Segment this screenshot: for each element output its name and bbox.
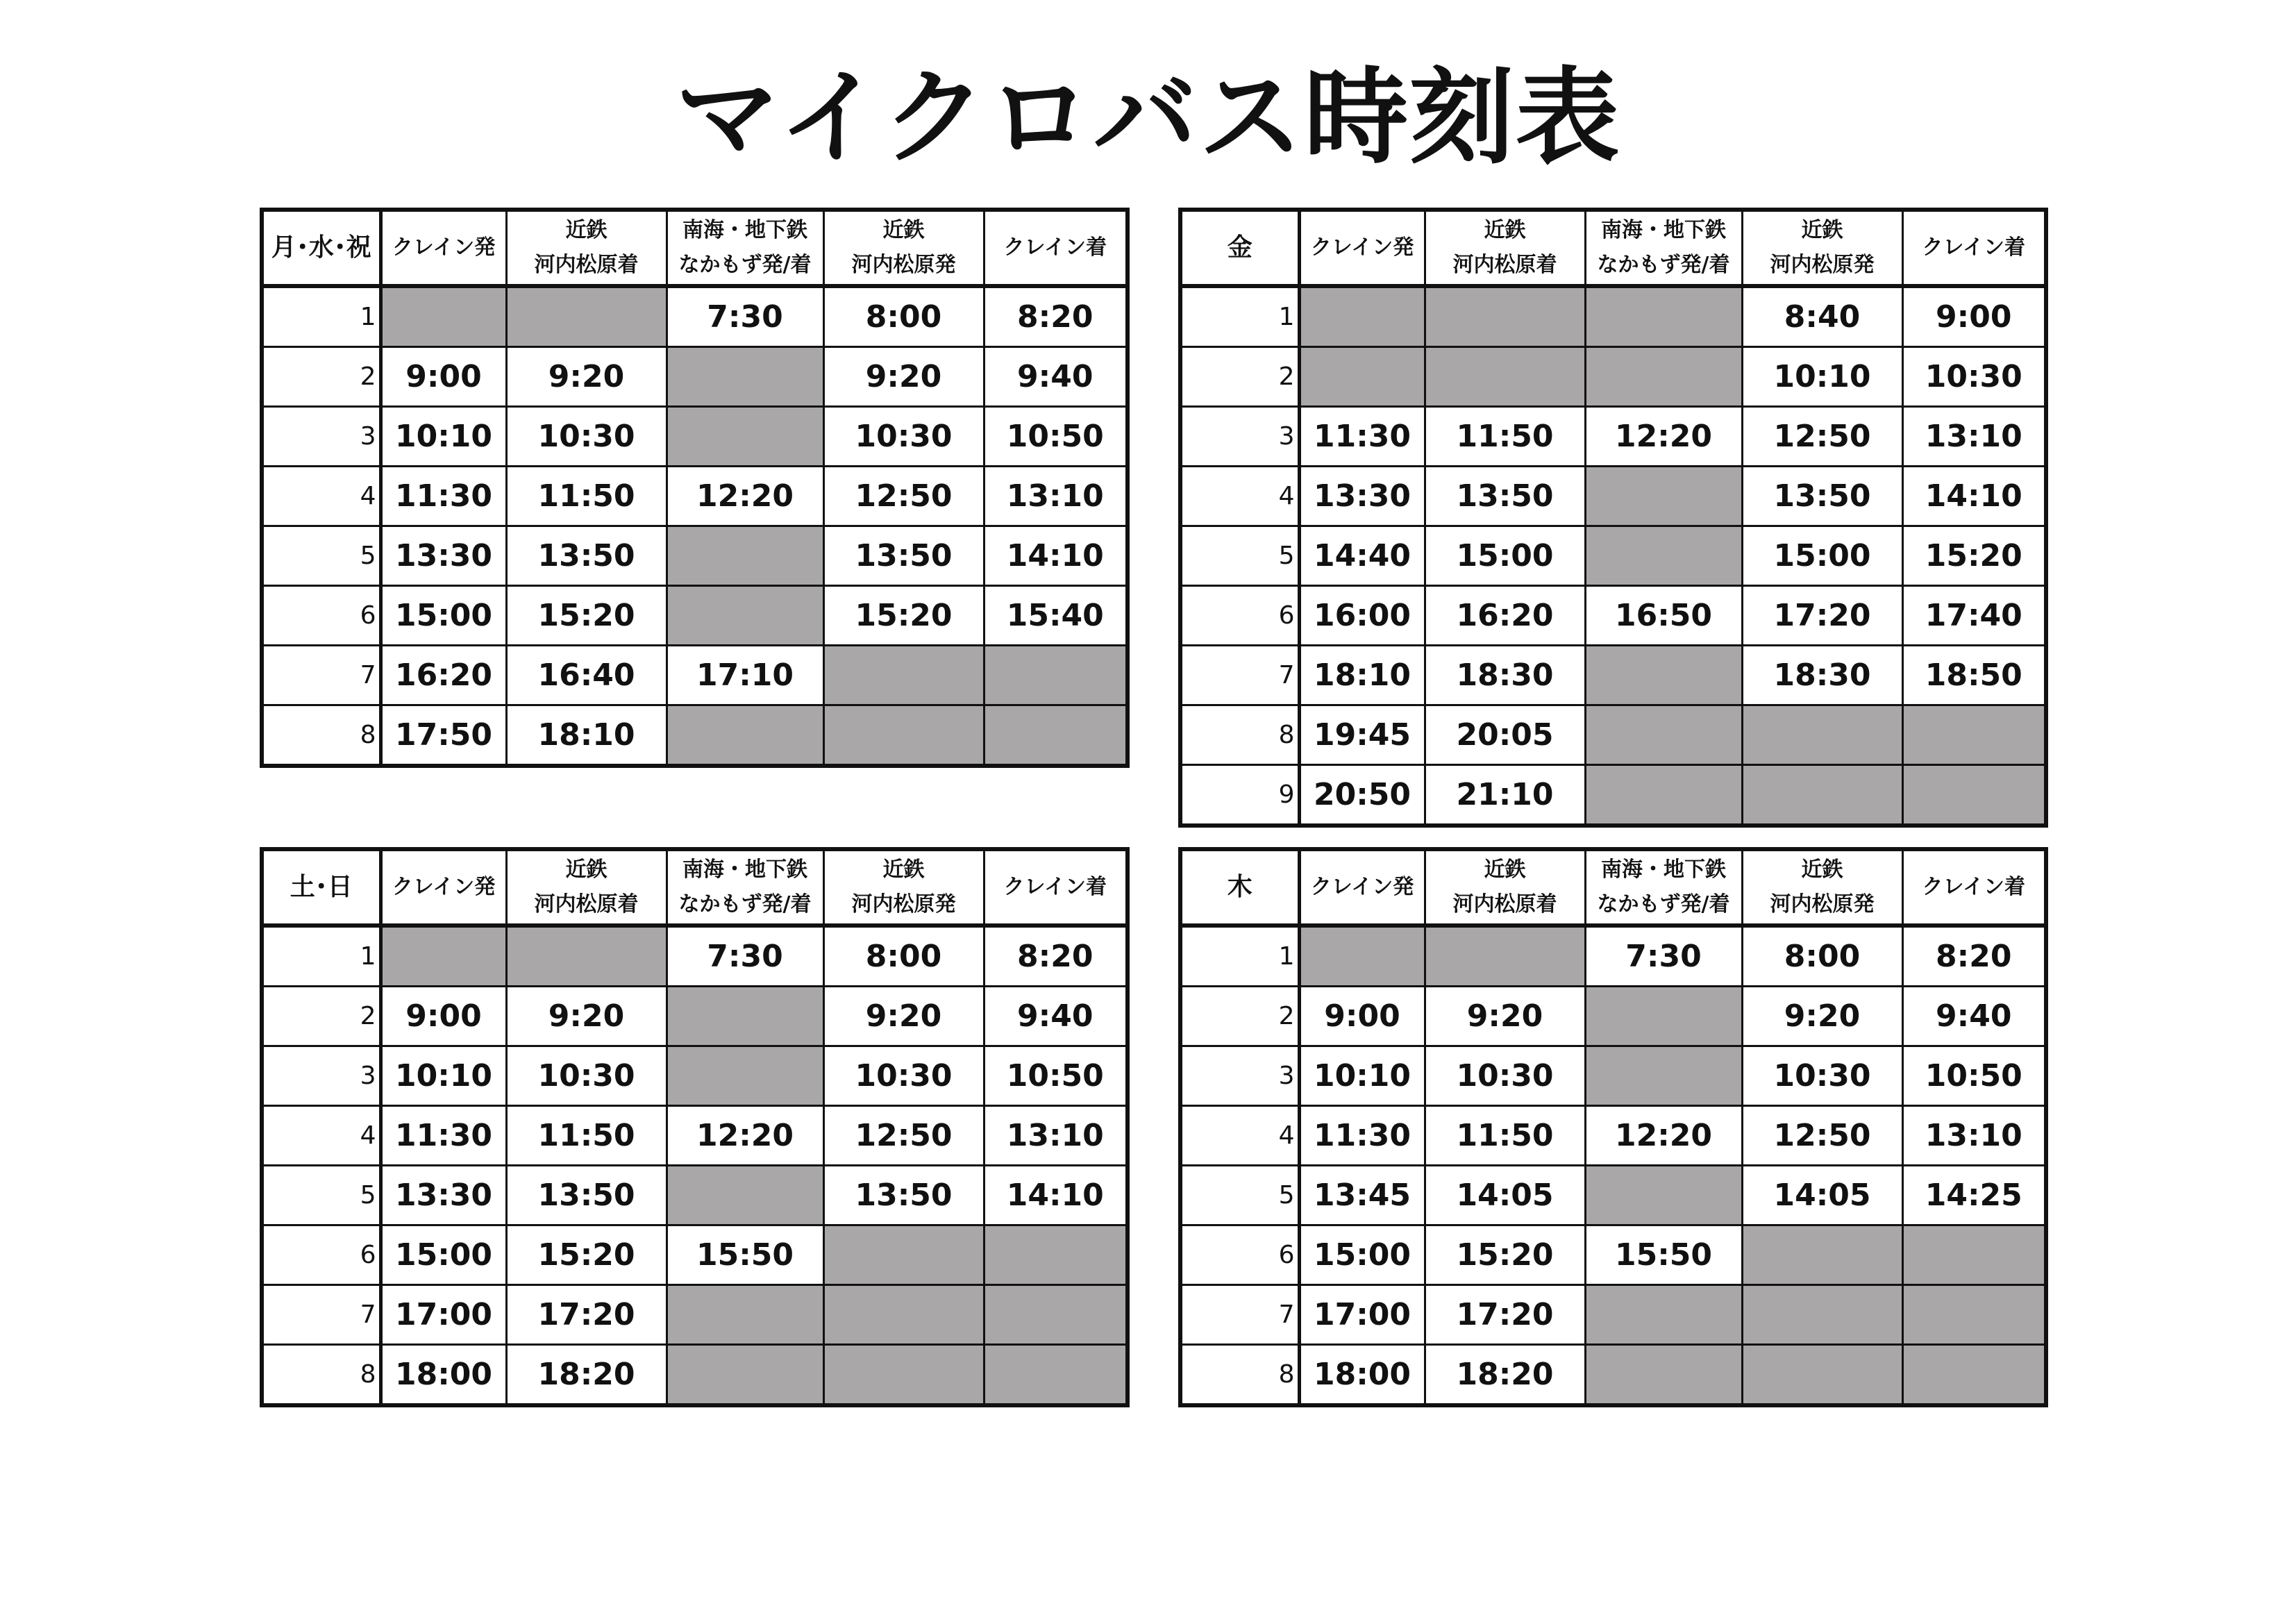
row-number: 1 (1180, 926, 1299, 987)
no-service-cell (380, 286, 506, 347)
col-crane-arrival-header (1902, 849, 2046, 926)
table-row (1180, 586, 2046, 646)
no-service-cell (1585, 286, 1742, 347)
row-number: 4 (1180, 1106, 1299, 1166)
table-row (1180, 1345, 2046, 1406)
time-cell: 17:20 (506, 1285, 667, 1345)
col-kintetsu-kawachimatsubara-arrival-header (1425, 210, 1585, 286)
no-service-cell (1299, 926, 1425, 987)
no-service-cell (667, 526, 823, 586)
no-service-cell (1425, 926, 1585, 987)
time-cell: 10:30 (1742, 1046, 1902, 1106)
header-row (1180, 849, 2046, 926)
table-row (262, 347, 1128, 407)
col-kintetsu-kawachimatsubara-departure-header (1742, 210, 1902, 286)
time-cell: 12:20 (667, 1106, 823, 1166)
row-number: 8 (262, 705, 380, 767)
time-cell: 10:30 (823, 407, 984, 467)
header-line: なかもず発/着 (678, 892, 812, 916)
time-cell: 9:00 (380, 987, 506, 1046)
time-cell: 15:00 (1299, 1225, 1425, 1285)
time-cell: 13:50 (823, 1166, 984, 1225)
col-crane-departure-header (380, 849, 506, 926)
table-row (262, 526, 1128, 586)
col-kintetsu-kawachimatsubara-departure-header (823, 210, 984, 286)
table-row (262, 705, 1128, 767)
table-row (262, 1225, 1128, 1285)
time-cell: 14:10 (984, 1166, 1128, 1225)
time-cell: 20:05 (1425, 705, 1585, 765)
time-cell: 9:20 (506, 987, 667, 1046)
time-cell: 19:45 (1299, 705, 1425, 765)
col-kintetsu-kawachimatsubara-arrival-header (506, 210, 667, 286)
col-nankai-nakamozu-header (667, 849, 823, 926)
no-service-cell (823, 705, 984, 767)
row-number: 5 (1180, 1166, 1299, 1225)
time-cell: 11:30 (1299, 1106, 1425, 1166)
table-row (1180, 1106, 2046, 1166)
time-cell: 15:20 (1425, 1225, 1585, 1285)
header-line: 南海・地下鉄 (682, 857, 807, 882)
time-cell: 10:50 (984, 1046, 1128, 1106)
time-cell: 12:20 (1585, 1106, 1742, 1166)
time-cell: 13:50 (506, 1166, 667, 1225)
time-cell: 18:20 (506, 1345, 667, 1406)
time-cell: 14:10 (1902, 467, 2046, 526)
row-number: 5 (262, 526, 380, 586)
time-cell: 12:20 (1585, 407, 1742, 467)
header-line: クレイン着 (1003, 235, 1107, 260)
row-number: 7 (262, 1285, 380, 1345)
time-cell: 14:10 (984, 526, 1128, 586)
table-row (1180, 407, 2046, 467)
time-cell: 17:40 (1902, 586, 2046, 646)
table-row (262, 407, 1128, 467)
header-line: クレイン発 (1310, 875, 1414, 899)
header-line: 河内松原発 (1770, 253, 1875, 277)
time-cell: 9:00 (1299, 987, 1425, 1046)
timetable-sat-sun (260, 847, 1130, 1407)
time-cell: 10:10 (380, 1046, 506, 1106)
no-service-cell (1742, 705, 1902, 765)
no-service-cell (1742, 1345, 1902, 1406)
time-cell: 16:40 (506, 646, 667, 705)
time-cell: 9:00 (1902, 286, 2046, 347)
header-line: 河内松原着 (1452, 892, 1557, 916)
header-row (1180, 210, 2046, 286)
table-row (262, 586, 1128, 646)
row-number: 4 (262, 1106, 380, 1166)
no-service-cell (1902, 1345, 2046, 1406)
day-label: 月･水･祝 (262, 210, 380, 286)
no-service-cell (984, 1285, 1128, 1345)
row-number: 5 (262, 1166, 380, 1225)
time-cell: 9:20 (1742, 987, 1902, 1046)
no-service-cell (1742, 1285, 1902, 1345)
header-line: 河内松原着 (534, 892, 639, 916)
table-row (1180, 1285, 2046, 1345)
no-service-cell (1585, 765, 1742, 826)
table-row (262, 286, 1128, 347)
header-line: 近鉄 (1484, 218, 1526, 242)
time-cell: 15:00 (1425, 526, 1585, 586)
row-number: 6 (262, 586, 380, 646)
row-number: 6 (1180, 1225, 1299, 1285)
time-cell: 13:10 (984, 467, 1128, 526)
time-cell: 12:50 (1742, 407, 1902, 467)
time-cell: 15:20 (506, 586, 667, 646)
time-cell: 11:50 (506, 1106, 667, 1166)
col-kintetsu-kawachimatsubara-arrival-header (1425, 849, 1585, 926)
table-row (262, 1166, 1128, 1225)
time-cell: 10:30 (823, 1046, 984, 1106)
table-row (1180, 1225, 2046, 1285)
header-line: クレイン発 (392, 875, 496, 899)
header-line: 河内松原発 (851, 892, 956, 916)
time-cell: 8:00 (823, 286, 984, 347)
time-cell: 14:40 (1299, 526, 1425, 586)
row-number: 5 (1180, 526, 1299, 586)
no-service-cell (1585, 646, 1742, 705)
header-line: 南海・地下鉄 (1601, 857, 1726, 882)
timetable-friday (1178, 208, 2048, 828)
time-cell: 13:30 (380, 1166, 506, 1225)
page-title: マイクロバス時刻表 (675, 58, 1621, 178)
col-crane-arrival-header (984, 210, 1128, 286)
table-row (1180, 646, 2046, 705)
no-service-cell (667, 1046, 823, 1106)
time-cell: 18:00 (1299, 1345, 1425, 1406)
time-cell: 15:00 (380, 1225, 506, 1285)
time-cell: 14:05 (1742, 1166, 1902, 1225)
time-cell: 18:10 (506, 705, 667, 767)
table-row (1180, 347, 2046, 407)
time-cell: 17:50 (380, 705, 506, 767)
time-cell: 21:10 (1425, 765, 1585, 826)
timetable-mon-wed-holiday (260, 208, 1130, 768)
table-row (262, 646, 1128, 705)
time-cell: 18:30 (1425, 646, 1585, 705)
time-cell: 18:50 (1902, 646, 2046, 705)
row-number: 8 (1180, 1345, 1299, 1406)
time-cell: 8:00 (823, 926, 984, 987)
table-row (262, 467, 1128, 526)
no-service-cell (1902, 1285, 2046, 1345)
time-cell: 11:50 (1425, 407, 1585, 467)
time-cell: 13:10 (1902, 407, 2046, 467)
row-number: 9 (1180, 765, 1299, 826)
table-row (1180, 526, 2046, 586)
time-cell: 16:50 (1585, 586, 1742, 646)
no-service-cell (823, 646, 984, 705)
row-number: 2 (1180, 347, 1299, 407)
col-crane-departure-header (1299, 849, 1425, 926)
col-nankai-nakamozu-header (667, 210, 823, 286)
table-row (1180, 467, 2046, 526)
header-line: 近鉄 (565, 857, 607, 882)
time-cell: 10:30 (506, 407, 667, 467)
no-service-cell (1585, 705, 1742, 765)
header-line: なかもず発/着 (678, 253, 812, 277)
header-line: 河内松原着 (1452, 253, 1557, 277)
header-line: なかもず発/着 (1597, 253, 1730, 277)
time-cell: 13:45 (1299, 1166, 1425, 1225)
no-service-cell (667, 705, 823, 767)
time-cell: 17:10 (667, 646, 823, 705)
table-row (262, 1345, 1128, 1406)
time-cell: 17:00 (1299, 1285, 1425, 1345)
time-cell: 18:10 (1299, 646, 1425, 705)
day-label: 土･日 (262, 849, 380, 926)
time-cell: 13:50 (1742, 467, 1902, 526)
col-kintetsu-kawachimatsubara-departure-header (1742, 849, 1902, 926)
table-row (262, 1046, 1128, 1106)
time-cell: 15:50 (1585, 1225, 1742, 1285)
no-service-cell (1585, 1345, 1742, 1406)
time-cell: 17:00 (380, 1285, 506, 1345)
time-cell: 10:10 (380, 407, 506, 467)
time-cell: 7:30 (1585, 926, 1742, 987)
time-cell: 10:10 (1742, 347, 1902, 407)
header-line: 南海・地下鉄 (682, 218, 807, 242)
time-cell: 20:50 (1299, 765, 1425, 826)
table-row (262, 1106, 1128, 1166)
time-cell: 8:00 (1742, 926, 1902, 987)
time-cell: 15:40 (984, 586, 1128, 646)
no-service-cell (667, 407, 823, 467)
no-service-cell (823, 1285, 984, 1345)
header-line: 近鉄 (882, 857, 925, 882)
header-row (262, 849, 1128, 926)
header-line: 河内松原着 (534, 253, 639, 277)
no-service-cell (1585, 1166, 1742, 1225)
header-line: クレイン着 (1922, 235, 2025, 260)
time-cell: 10:30 (506, 1046, 667, 1106)
header-line: 河内松原発 (1770, 892, 1875, 916)
time-cell: 15:20 (1902, 526, 2046, 586)
no-service-cell (1742, 765, 1902, 826)
time-cell: 10:30 (1902, 347, 2046, 407)
time-cell: 13:30 (380, 526, 506, 586)
time-cell: 8:20 (984, 286, 1128, 347)
time-cell: 8:20 (1902, 926, 2046, 987)
time-cell: 17:20 (1742, 586, 1902, 646)
no-service-cell (667, 586, 823, 646)
row-number: 7 (1180, 1285, 1299, 1345)
row-number: 4 (1180, 467, 1299, 526)
timetable-thursday (1178, 847, 2048, 1407)
no-service-cell (667, 1285, 823, 1345)
no-service-cell (380, 926, 506, 987)
time-cell: 17:20 (1425, 1285, 1585, 1345)
row-number: 3 (1180, 407, 1299, 467)
no-service-cell (1902, 1225, 2046, 1285)
header-line: クレイン着 (1922, 875, 2025, 899)
time-cell: 15:50 (667, 1225, 823, 1285)
time-cell: 8:40 (1742, 286, 1902, 347)
header-line: クレイン発 (392, 235, 496, 260)
no-service-cell (984, 1225, 1128, 1285)
row-number: 1 (262, 286, 380, 347)
day-label: 木 (1180, 849, 1299, 926)
no-service-cell (1585, 467, 1742, 526)
no-service-cell (1585, 987, 1742, 1046)
row-number: 8 (262, 1345, 380, 1406)
time-cell: 13:10 (1902, 1106, 2046, 1166)
no-service-cell (823, 1345, 984, 1406)
time-cell: 11:50 (506, 467, 667, 526)
time-cell: 11:50 (1425, 1106, 1585, 1166)
table-row (1180, 286, 2046, 347)
no-service-cell (667, 987, 823, 1046)
row-number: 6 (1180, 586, 1299, 646)
no-service-cell (1425, 347, 1585, 407)
row-number: 1 (262, 926, 380, 987)
row-number: 3 (262, 407, 380, 467)
no-service-cell (506, 286, 667, 347)
time-cell: 14:05 (1425, 1166, 1585, 1225)
time-cell: 11:30 (380, 1106, 506, 1166)
no-service-cell (1902, 765, 2046, 826)
time-cell: 18:00 (380, 1345, 506, 1406)
col-crane-arrival-header (984, 849, 1128, 926)
no-service-cell (1585, 526, 1742, 586)
col-crane-arrival-header (1902, 210, 2046, 286)
table-row (1180, 926, 2046, 987)
col-nankai-nakamozu-header (1585, 849, 1742, 926)
no-service-cell (506, 926, 667, 987)
row-number: 2 (1180, 987, 1299, 1046)
row-number: 7 (1180, 646, 1299, 705)
header-line: 近鉄 (1484, 857, 1526, 882)
table-row (1180, 765, 2046, 826)
col-nankai-nakamozu-header (1585, 210, 1742, 286)
table-row (1180, 705, 2046, 765)
time-cell: 12:50 (1742, 1106, 1902, 1166)
header-line: 南海・地下鉄 (1601, 218, 1726, 242)
row-number: 3 (1180, 1046, 1299, 1106)
time-cell: 12:50 (823, 467, 984, 526)
no-service-cell (667, 1345, 823, 1406)
no-service-cell (667, 347, 823, 407)
no-service-cell (823, 1225, 984, 1285)
time-cell: 15:00 (380, 586, 506, 646)
time-cell: 10:10 (1299, 1046, 1425, 1106)
time-cell: 9:40 (1902, 987, 2046, 1046)
header-line: クレイン発 (1310, 235, 1414, 260)
time-cell: 9:00 (380, 347, 506, 407)
no-service-cell (1585, 347, 1742, 407)
row-number: 4 (262, 467, 380, 526)
time-cell: 15:20 (506, 1225, 667, 1285)
time-cell: 13:10 (984, 1106, 1128, 1166)
header-line: 河内松原発 (851, 253, 956, 277)
row-number: 7 (262, 646, 380, 705)
no-service-cell (1742, 1225, 1902, 1285)
table-row (1180, 1046, 2046, 1106)
no-service-cell (1299, 286, 1425, 347)
row-number: 8 (1180, 705, 1299, 765)
time-cell: 12:50 (823, 1106, 984, 1166)
time-cell: 9:40 (984, 987, 1128, 1046)
time-cell: 8:20 (984, 926, 1128, 987)
time-cell: 15:00 (1742, 526, 1902, 586)
row-number: 2 (262, 347, 380, 407)
time-cell: 15:20 (823, 586, 984, 646)
row-number: 6 (262, 1225, 380, 1285)
row-number: 2 (262, 987, 380, 1046)
col-kintetsu-kawachimatsubara-arrival-header (506, 849, 667, 926)
table-row (262, 926, 1128, 987)
time-cell: 9:40 (984, 347, 1128, 407)
header-line: 近鉄 (1801, 218, 1843, 242)
table-row (1180, 987, 2046, 1046)
header-line: クレイン着 (1003, 875, 1107, 899)
col-crane-departure-header (1299, 210, 1425, 286)
header-line: 近鉄 (565, 218, 607, 242)
time-cell: 7:30 (667, 286, 823, 347)
day-label: 金 (1180, 210, 1299, 286)
time-cell: 13:50 (506, 526, 667, 586)
header-line: 近鉄 (882, 218, 925, 242)
time-cell: 9:20 (506, 347, 667, 407)
no-service-cell (667, 1166, 823, 1225)
col-kintetsu-kawachimatsubara-departure-header (823, 849, 984, 926)
no-service-cell (984, 1345, 1128, 1406)
no-service-cell (1425, 286, 1585, 347)
no-service-cell (1902, 705, 2046, 765)
time-cell: 18:30 (1742, 646, 1902, 705)
time-cell: 9:20 (823, 347, 984, 407)
table-row (262, 1285, 1128, 1345)
time-cell: 13:50 (1425, 467, 1585, 526)
no-service-cell (1585, 1046, 1742, 1106)
time-cell: 12:20 (667, 467, 823, 526)
time-cell: 9:20 (823, 987, 984, 1046)
time-cell: 10:50 (984, 407, 1128, 467)
no-service-cell (1299, 347, 1425, 407)
row-number: 1 (1180, 286, 1299, 347)
time-cell: 11:30 (1299, 407, 1425, 467)
time-cell: 16:00 (1299, 586, 1425, 646)
time-cell: 16:20 (380, 646, 506, 705)
header-line: なかもず発/着 (1597, 892, 1730, 916)
time-cell: 18:20 (1425, 1345, 1585, 1406)
time-cell: 7:30 (667, 926, 823, 987)
no-service-cell (984, 646, 1128, 705)
table-row (262, 987, 1128, 1046)
header-row (262, 210, 1128, 286)
time-cell: 16:20 (1425, 586, 1585, 646)
time-cell: 14:25 (1902, 1166, 2046, 1225)
row-number: 3 (262, 1046, 380, 1106)
time-cell: 10:30 (1425, 1046, 1585, 1106)
no-service-cell (984, 705, 1128, 767)
time-cell: 9:20 (1425, 987, 1585, 1046)
time-cell: 11:30 (380, 467, 506, 526)
table-row (1180, 1166, 2046, 1225)
time-cell: 13:50 (823, 526, 984, 586)
time-cell: 10:50 (1902, 1046, 2046, 1106)
time-cell: 13:30 (1299, 467, 1425, 526)
col-crane-departure-header (380, 210, 506, 286)
header-line: 近鉄 (1801, 857, 1843, 882)
no-service-cell (1585, 1285, 1742, 1345)
